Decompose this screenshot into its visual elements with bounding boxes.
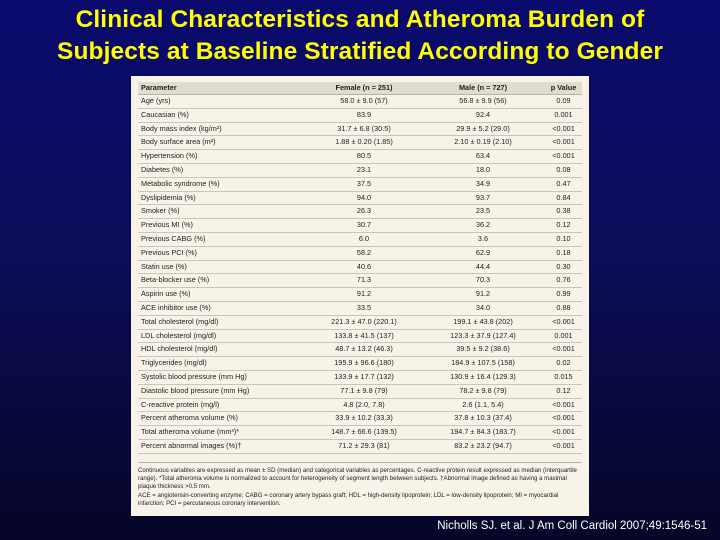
abbreviations-text: ACE = angiotensin-converting enzyme; CABG = coronary artery bypass graft; HDL = high-density lipoprotein; LDL = low-density lipoprotein; MI = myocardial infarction; PCI = percutaneous coronary intervention. [138, 491, 559, 507]
cell-parameter: Body mass index (kg/m²) [138, 122, 307, 136]
cell-female: 133.8 ± 41.5 (137) [307, 329, 421, 343]
cell-parameter: Smoker (%) [138, 205, 307, 219]
cell-female: 33.5 [307, 301, 421, 315]
table-body [138, 95, 582, 454]
table-row [138, 315, 582, 329]
cell-female: 58.0 ± 9.0 (57) [307, 95, 421, 109]
cell-male: 63.4 [421, 150, 545, 164]
table-row [138, 177, 582, 191]
cell-female: 40.6 [307, 260, 421, 274]
cell-male: 70.3 [421, 274, 545, 288]
cell-p-value: 0.001 [545, 329, 582, 343]
table-row [138, 260, 582, 274]
footnote-text: Continuous variables are expressed as mean ± SD (median) and categorical variables as percentages. C-reactive protein result expressed as median (interquartile range). *Total atheroma volume is normalized to account for heterogeneity of segment length between subjects. †Abnormal image defined as having a maximal plaque thickness >0.5 mm. [138, 466, 577, 491]
cell-female: 23.1 [307, 163, 421, 177]
table-row [138, 439, 582, 453]
cell-parameter: Caucasian (%) [138, 108, 307, 122]
cell-female: 80.5 [307, 150, 421, 164]
table-row [138, 219, 582, 233]
table-row [138, 163, 582, 177]
table-footnote [138, 462, 582, 508]
cell-p-value: <0.001 [545, 136, 582, 150]
cell-female: 4.8 (2.0, 7.8) [307, 398, 421, 412]
table-row [138, 288, 582, 302]
table-row [138, 122, 582, 136]
cell-parameter: C-reactive protein (mg/l) [138, 398, 307, 412]
slide-title-line-2: Subjects at Baseline Stratified According to Gender [57, 38, 663, 65]
table-row [138, 329, 582, 343]
cell-parameter: Dyslipidemia (%) [138, 191, 307, 205]
cell-parameter: Systolic blood pressure (mm Hg) [138, 370, 307, 384]
table-row [138, 246, 582, 260]
cell-male: 184.9 ± 107.5 (158) [421, 357, 545, 371]
cell-female: 77.1 ± 9.8 (79) [307, 384, 421, 398]
table-row [138, 370, 582, 384]
cell-male: 194.7 ± 84.3 (183.7) [421, 426, 545, 440]
cell-p-value: 0.09 [545, 95, 582, 109]
header-p-value: p Value [545, 82, 582, 95]
cell-female: 31.7 ± 6.8 (30.5) [307, 122, 421, 136]
cell-parameter: LDL cholesterol (mg/dl) [138, 329, 307, 343]
cell-male: 83.2 ± 23.2 (94.7) [421, 439, 545, 453]
cell-male: 62.9 [421, 246, 545, 260]
cell-male: 3.6 [421, 232, 545, 246]
cell-parameter: Metabolic syndrome (%) [138, 177, 307, 191]
cell-p-value: 0.38 [545, 205, 582, 219]
slide-title [0, 4, 720, 68]
cell-parameter: Previous PCI (%) [138, 246, 307, 260]
citation: Nicholls SJ. et al. J Am Coll Cardiol 2007;49:1546-51 [437, 520, 707, 532]
cell-p-value: <0.001 [545, 439, 582, 453]
table-row [138, 274, 582, 288]
cell-p-value: 0.76 [545, 274, 582, 288]
cell-female: 71.2 ± 29.3 (81) [307, 439, 421, 453]
cell-p-value: <0.001 [545, 315, 582, 329]
cell-parameter: Statin use (%) [138, 260, 307, 274]
cell-parameter: Triglycerides (mg/dl) [138, 357, 307, 371]
cell-male: 18.0 [421, 163, 545, 177]
cell-male: 44.4 [421, 260, 545, 274]
cell-p-value: 0.001 [545, 108, 582, 122]
cell-male: 29.9 ± 5.2 (29.0) [421, 122, 545, 136]
cell-p-value: <0.001 [545, 426, 582, 440]
cell-female: 71.3 [307, 274, 421, 288]
cell-female: 94.0 [307, 191, 421, 205]
header-female: Female (n = 251) [307, 82, 421, 95]
cell-male: 23.5 [421, 205, 545, 219]
cell-parameter: Hypertension (%) [138, 150, 307, 164]
cell-parameter: Total cholesterol (mg/dl) [138, 315, 307, 329]
cell-female: 83.9 [307, 108, 421, 122]
cell-p-value: 0.99 [545, 288, 582, 302]
cell-male: 36.2 [421, 219, 545, 233]
cell-p-value: 0.02 [545, 357, 582, 371]
cell-female: 148.7 ± 66.6 (139.5) [307, 426, 421, 440]
cell-parameter: Previous CABG (%) [138, 232, 307, 246]
cell-male: 34.9 [421, 177, 545, 191]
cell-male: 2.6 (1.1, 5.4) [421, 398, 545, 412]
cell-parameter: Aspirin use (%) [138, 288, 307, 302]
cell-male: 123.3 ± 37.9 (127.4) [421, 329, 545, 343]
cell-male: 2.10 ± 0.19 (2.10) [421, 136, 545, 150]
table-row [138, 398, 582, 412]
cell-p-value: 0.18 [545, 246, 582, 260]
table-row [138, 95, 582, 109]
table-row [138, 108, 582, 122]
cell-male: 78.2 ± 9.8 (79) [421, 384, 545, 398]
cell-male: 93.7 [421, 191, 545, 205]
table-row [138, 150, 582, 164]
table-row [138, 426, 582, 440]
cell-p-value: 0.30 [545, 260, 582, 274]
cell-p-value: 0.015 [545, 370, 582, 384]
cell-female: 37.5 [307, 177, 421, 191]
cell-parameter: HDL cholesterol (mg/dl) [138, 343, 307, 357]
cell-p-value: <0.001 [545, 343, 582, 357]
cell-p-value: 0.12 [545, 384, 582, 398]
cell-parameter: Body surface area (m²) [138, 136, 307, 150]
table-row [138, 412, 582, 426]
header-male: Male (n = 727) [421, 82, 545, 95]
cell-female: 6.0 [307, 232, 421, 246]
cell-female: 48.7 ± 13.2 (46.3) [307, 343, 421, 357]
slide-title-line-1: Clinical Characteristics and Atheroma Burden of [75, 6, 645, 33]
cell-female: 30.7 [307, 219, 421, 233]
cell-female: 26.3 [307, 205, 421, 219]
cell-female: 133.9 ± 17.7 (132) [307, 370, 421, 384]
cell-parameter: ACE inhibitor use (%) [138, 301, 307, 315]
cell-parameter: Diabetes (%) [138, 163, 307, 177]
table-row [138, 205, 582, 219]
cell-male: 92.4 [421, 108, 545, 122]
cell-p-value: <0.001 [545, 398, 582, 412]
cell-p-value: 0.08 [545, 163, 582, 177]
cell-p-value: <0.001 [545, 122, 582, 136]
cell-female: 1.88 ± 0.20 (1.85) [307, 136, 421, 150]
cell-female: 195.9 ± 96.6 (180) [307, 357, 421, 371]
table-header-row [138, 82, 582, 95]
characteristics-table [138, 82, 582, 454]
cell-p-value: 0.10 [545, 232, 582, 246]
table-row [138, 384, 582, 398]
cell-female: 58.2 [307, 246, 421, 260]
cell-male: 130.9 ± 16.4 (129.3) [421, 370, 545, 384]
cell-p-value: 0.47 [545, 177, 582, 191]
header-parameter: Parameter [138, 82, 307, 95]
cell-parameter: Previous MI (%) [138, 219, 307, 233]
cell-p-value: 0.12 [545, 219, 582, 233]
table-row [138, 357, 582, 371]
cell-female: 221.3 ± 47.0 (220.1) [307, 315, 421, 329]
cell-male: 91.2 [421, 288, 545, 302]
cell-male: 56.8 ± 9.9 (56) [421, 95, 545, 109]
cell-male: 34.0 [421, 301, 545, 315]
cell-female: 91.2 [307, 288, 421, 302]
table-row [138, 301, 582, 315]
cell-p-value: <0.001 [545, 150, 582, 164]
cell-male: 39.5 ± 9.2 (38.6) [421, 343, 545, 357]
table-row [138, 343, 582, 357]
cell-parameter: Age (yrs) [138, 95, 307, 109]
cell-male: 37.8 ± 10.3 (37.4) [421, 412, 545, 426]
cell-p-value: 0.84 [545, 191, 582, 205]
cell-female: 33.9 ± 10.2 (33.3) [307, 412, 421, 426]
cell-parameter: Percent abnormal images (%)† [138, 439, 307, 453]
table-row [138, 191, 582, 205]
table-panel [131, 76, 589, 516]
cell-parameter: Diastolic blood pressure (mm Hg) [138, 384, 307, 398]
cell-p-value: 0.88 [545, 301, 582, 315]
table-row [138, 232, 582, 246]
cell-parameter: Percent atheroma volume (%) [138, 412, 307, 426]
table-row [138, 136, 582, 150]
cell-parameter: Beta-blocker use (%) [138, 274, 307, 288]
cell-parameter: Total atheroma volume (mm³)* [138, 426, 307, 440]
cell-p-value: <0.001 [545, 412, 582, 426]
cell-male: 199.1 ± 43.8 (202) [421, 315, 545, 329]
